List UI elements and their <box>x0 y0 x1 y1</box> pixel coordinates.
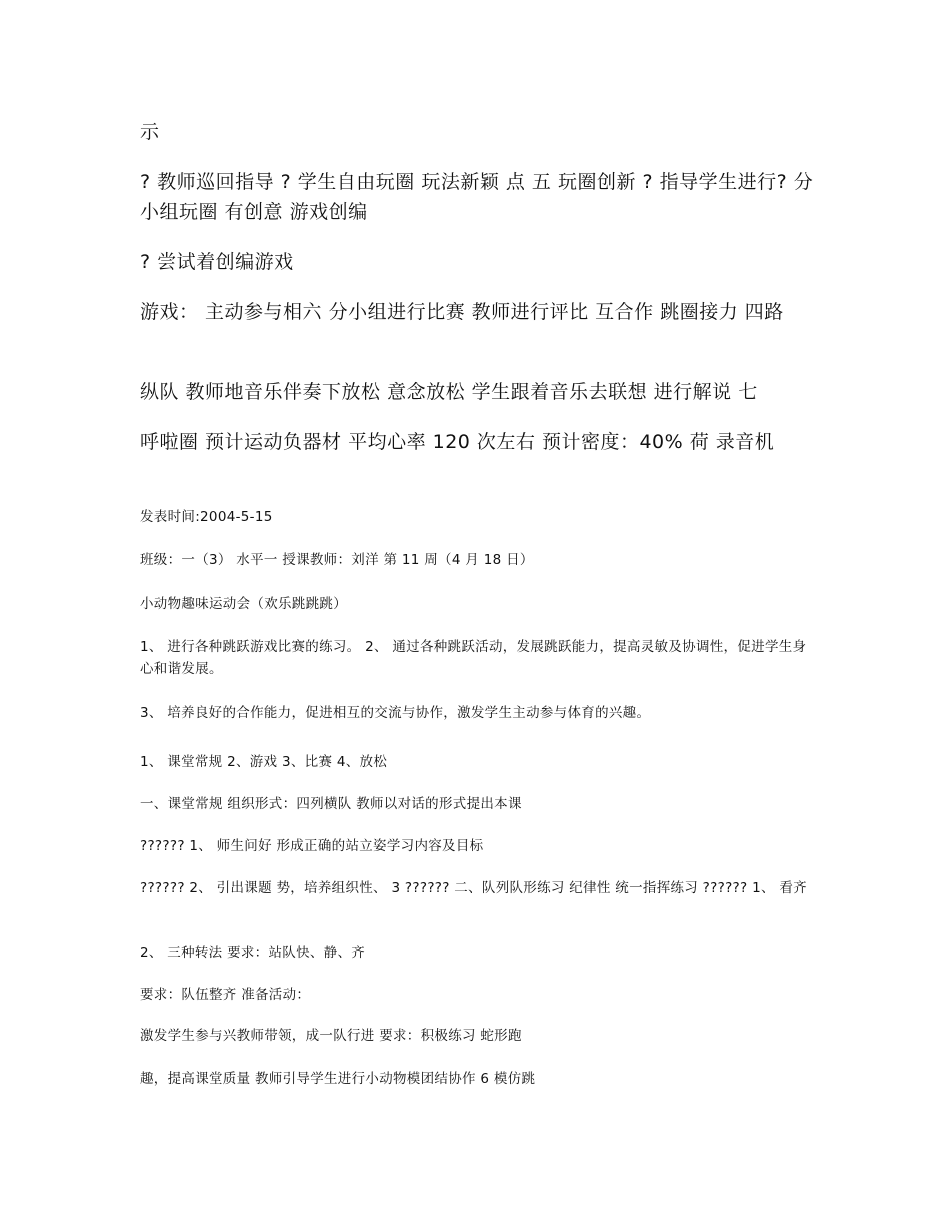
text-line: 要求：队伍整齐 准备活动： <box>140 987 311 1003</box>
text-paragraph: 呼啦圈 预计运动负器材 平均心率 120 次左右 预计密度：40% 荷 录音机 <box>140 431 775 453</box>
objective-three: 3、 培养良好的合作能力，促进相互的交流与协作，激发学生主动参与体育的兴趣。 <box>140 705 651 721</box>
text-paragraph: ? 教师巡回指导 ? 学生自由玩圈 玩法新颖 点 五 玩圈创新 ? 指导学生进行? 分小组玩圈 有创意 游戏创编 <box>140 171 814 223</box>
text-paragraph: ?????? 2、 引出课题 势，培养组织性、 3 ?????? 二、队列队形练习 纪律性 统一指挥练习 ?????? 1、 看齐 <box>140 880 807 896</box>
text-line: 示 <box>140 121 160 143</box>
text-line: 激发学生参与兴教师带领，成一队行进 要求：积极练习 蛇形跑 <box>140 1028 522 1044</box>
text-line: ?????? 1、 师生问好 形成正确的站立姿学习内容及目标 <box>140 838 484 854</box>
text-paragraph: 游戏： 主动参与相六 分小组进行比赛 教师进行评比 互合作 跳圈接力 四路 <box>140 301 784 323</box>
lesson-title: 小动物趣味运动会（欢乐跳跳跳） <box>140 596 347 612</box>
text-line: 纵队 教师地音乐伴奏下放松 意念放松 学生跟着音乐去联想 进行解说 七 <box>140 381 758 403</box>
text-line: ? 尝试着创编游戏 <box>140 251 294 273</box>
text-line: 2、 三种转法 要求：站队快、静、齐 <box>140 945 366 961</box>
objectives-paragraph: 1、 进行各种跳跃游戏比赛的练习。 2、 通过各种跳跃活动，发展跳跃能力，提高灵敏及协调性，促进学生身心和谐发展。 <box>140 639 807 677</box>
lesson-outline: 1、 课堂常规 2、游戏 3、比赛 4、放松 <box>140 754 388 770</box>
text-line: 趣，提高课堂质量 教师引导学生进行小动物模团结协作 6 模仿跳 <box>140 1071 536 1087</box>
publish-date: 发表时间:2004-5-15 <box>140 509 273 525</box>
text-line: 一、课堂常规 组织形式：四列横队 教师以对话的形式提出本课 <box>140 796 522 812</box>
class-info: 班级：一（3） 水平一 授课教师：刘洋 第 11 周（4 月 18 日） <box>140 552 534 568</box>
